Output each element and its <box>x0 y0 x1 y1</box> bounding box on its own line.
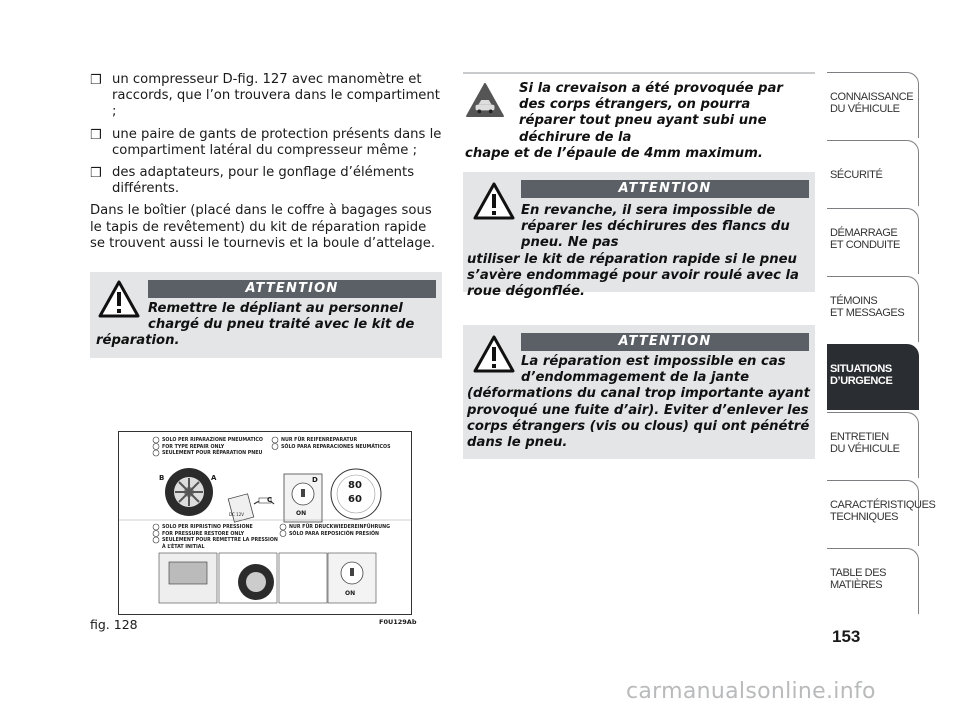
warning-text-rest: (déformations du canal trop importante ayant provoqué une fuite d’air). Eviter d’enlever les corps étrangers (vis ou clous) qui ont pénétré dans le pneu. <box>467 386 810 451</box>
tab-label: DÉMARRAGE <box>830 227 898 239</box>
tab-caracteristiques[interactable] <box>827 480 936 546</box>
tab-label: DU VÉHICULE <box>830 103 900 115</box>
figure-letter-c: C <box>267 496 273 504</box>
tab-table-matieres[interactable] <box>827 548 919 614</box>
tab-label: TÉMOINS <box>830 295 878 307</box>
figure-letter-a: A <box>211 474 217 482</box>
bullet-text: un compresseur D-fig. 127 avec manomètre et raccords, que l’on trouvera dans le compartiment ; <box>112 72 440 120</box>
tab-securite[interactable] <box>827 140 919 206</box>
warning-text <box>467 203 811 300</box>
figure-label: SOLO PER RIPRISTINO PRESSIONE <box>162 524 253 530</box>
warning-text-rest: réparation. <box>96 333 180 349</box>
warning-text-indented: Remettre le dépliant au personnel chargé du pneu traité avec le kit de <box>148 301 415 333</box>
bullet-text: une paire de gants de protection présents dans le compartiment latéral du compresseur même ; <box>112 126 442 158</box>
tab-label: CARACTÉRISTIQUES <box>830 499 936 511</box>
info-text-rest: chape et de l’épaule de 4mm maximum. <box>465 145 763 161</box>
attention-heading: ATTENTION <box>521 333 809 351</box>
tab-situations-urgence[interactable] <box>827 344 919 410</box>
warning-box-right-1 <box>463 74 815 161</box>
tab-demarrage[interactable] <box>827 208 919 274</box>
figure-labels-bottom-left <box>162 524 280 550</box>
figure-letter-d: D <box>312 476 318 484</box>
tab-label: SÉCURITÉ <box>830 169 883 181</box>
tab-temoins[interactable] <box>827 276 919 342</box>
figure-label: FOR TYPE REPAIR ONLY <box>162 443 225 450</box>
warning-text <box>467 354 811 451</box>
body-paragraph: Dans le boîtier (placé dans le coffre à bagages sous le tapis de revêtement) du kit de réparation rapide se trouvent aussi le tournevis et la boule d’attelage. <box>90 203 436 251</box>
tab-label: ET CONDUITE <box>830 239 900 251</box>
figure-labels-top-left <box>162 437 277 457</box>
left-text-column <box>90 72 442 252</box>
figure-label: NUR FÜR DRUCKWIEDEREINFÜHRUNG <box>289 524 391 530</box>
bullet-text: des adaptateurs, pour le gonflage d’éléments différents. <box>112 165 415 197</box>
tab-label: D’URGENCE <box>830 375 893 387</box>
tab-entretien[interactable] <box>827 412 919 478</box>
figure-label: SÓLO PARA REPOSICIÓN PRESIÓN <box>289 530 380 537</box>
info-text-indented: Si la crevaison a été provoquée par des corps étrangers, on pourra réparer tout pneu ayant subi une déchirure de la <box>519 81 783 145</box>
figure-code: F0U129Ab <box>379 618 417 626</box>
warning-box-left <box>90 272 442 358</box>
warning-box-right-2 <box>463 172 815 300</box>
figure-labels-bottom-right <box>289 524 411 537</box>
warning-text-indented: La réparation est impossible en cas d’endommagement de la jante <box>521 354 786 386</box>
figure-128 <box>118 431 412 615</box>
figure-label: FOR PRESSURE RESTORE ONLY <box>162 530 245 537</box>
figure-label: SEULEMENT POUR REMETTRE LA PRESSION À L’ÉTAT INITIAL <box>162 537 278 550</box>
page-number: 153 <box>832 627 861 646</box>
figure-label: SÓLO PARA REPARACIONES NEUMÁTICOS <box>281 443 391 450</box>
checkbox-bullet-icon: ❒ <box>90 166 102 182</box>
attention-heading: ATTENTION <box>148 280 436 298</box>
tab-label: ENTRETIEN <box>830 431 889 443</box>
warning-text-rest: utiliser le kit de réparation rapide si le pneu s’avère endommagé pour avoir roulé avec la roue dégonflée. <box>467 251 799 300</box>
warning-text-indented: En revanche, il sera impossible de réparer les déchirures des flancs du pneu. Ne pas <box>521 203 790 251</box>
gauge-value-top: 80 <box>348 480 362 491</box>
list-item <box>90 72 442 121</box>
on-label-top: ON <box>296 510 307 517</box>
gauge-value-bottom: 60 <box>348 494 362 505</box>
tab-label: TECHNIQUES <box>830 511 899 523</box>
list-item <box>90 165 442 197</box>
tab-label: ET MESSAGES <box>830 307 905 319</box>
figure-labels-top-right <box>281 437 409 450</box>
on-label-bottom: ON <box>345 590 356 597</box>
figure-label: SEULEMENT POUR RÉPARATION PNEU <box>162 450 263 457</box>
figure-letter-b: B <box>159 474 165 482</box>
warning-text <box>96 301 436 350</box>
figure-label: SOLO PER RIPARAZIONE PNEUMATICO <box>162 437 263 443</box>
tab-connaissance[interactable] <box>827 72 919 138</box>
figure-caption: fig. 128 <box>90 617 138 632</box>
checkbox-bullet-icon: ❒ <box>90 127 102 143</box>
figure-label: NUR FÜR REIFENREPARATUR <box>281 437 358 443</box>
wheel-illustration-top <box>165 468 213 516</box>
tab-label: SITUATIONS <box>830 363 892 375</box>
tab-label: DU VÉHICULE <box>830 443 900 455</box>
warning-box-right-3 <box>463 325 815 459</box>
info-text <box>465 81 807 162</box>
attention-heading: ATTENTION <box>521 180 809 198</box>
watermark: carmanualsonline.info <box>626 679 876 704</box>
tab-label: CONNAISSANCE <box>830 91 914 103</box>
list-item <box>90 127 442 159</box>
dc-label: DC 12V <box>229 512 244 517</box>
tab-label: MATIÈRES <box>830 579 883 591</box>
checkbox-bullet-icon: ❒ <box>90 73 102 88</box>
tab-label: TABLE DES <box>830 567 887 579</box>
